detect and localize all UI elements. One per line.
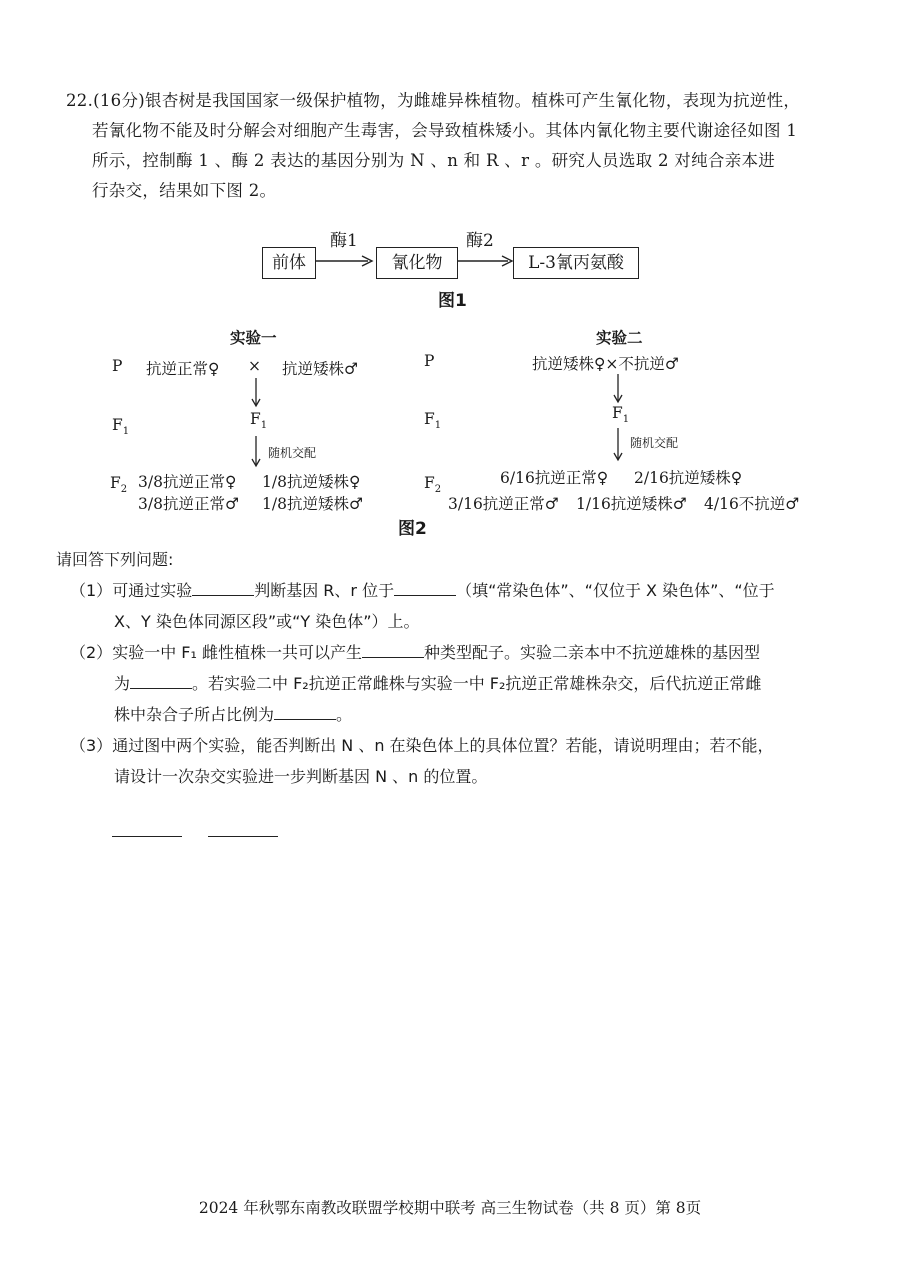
- exp1-f2-r1c1: 3/8抗逆正常♀: [138, 473, 237, 491]
- answer-blank-2[interactable]: [394, 579, 456, 596]
- figure-1-pathway: [262, 226, 642, 316]
- l3-cyanoalanine-box: L-3氰丙氨酸: [513, 247, 639, 279]
- sub-questions: [56, 544, 860, 792]
- enzyme-2-label: 酶2: [466, 231, 494, 251]
- answer-prompt: 请回答下列问题:: [56, 550, 174, 569]
- exp1-f1-label: $F_1$: [112, 416, 130, 438]
- exp2-f2-label: $F_2$: [424, 474, 442, 496]
- exp2-title: 实验二: [596, 329, 643, 347]
- exp2-p-label: P: [424, 352, 435, 370]
- figure-2-caption: 图2: [398, 519, 427, 539]
- exp2-f2-r1c2: 2/16抗逆矮株♀: [634, 469, 743, 487]
- stem-line-2: 若氰化物不能及时分解会对细胞产生毒害，会导致植株矮小。其体内氰化物主要代谢途径如图 1: [92, 121, 798, 140]
- stem-line-3: 所示，控制酶 1 、酶 2 表达的基因分别为 N 、n 和 R 、r 。研究人员选取 2 对纯合亲本进: [92, 151, 776, 170]
- exp1-p-female: 抗逆正常♀: [146, 360, 220, 378]
- stem-line-1: 22.(16分)银杏树是我国国家一级保护植物，为雌雄异株植物。植株可产生氰化物，表现为抗逆性，: [66, 91, 801, 110]
- precursor-box: 前体: [262, 247, 316, 279]
- answer-blank-4[interactable]: [130, 672, 192, 689]
- page-footer: 2024 年秋鄂东南教改联盟学校期中联考 高三生物试卷（共 8 页）第 8页: [198, 1199, 702, 1217]
- cyanide-box: 氰化物: [376, 247, 458, 279]
- question-1: （1）可通过实验 判断基因 R、r 位于 （填“常染色体”、“仅位于 X 染色体”、“位于: [70, 581, 775, 600]
- exp2-f2-r2c3: 4/16不抗逆♂: [704, 495, 800, 513]
- exp2-f2-r2c2: 1/16抗逆矮株♂: [576, 495, 687, 513]
- question-stem: [66, 86, 866, 206]
- question-3-line-2: 请设计一次杂交实验进一步判断基因 N 、n 的位置。: [114, 767, 488, 786]
- exp1-arrow-down-2-icon: [250, 436, 262, 468]
- stem-line-4: 行杂交，结果如下图 2。: [92, 181, 277, 200]
- exp2-f1-center: $F_1$: [612, 404, 630, 426]
- exp2-f2-r2c1: 3/16抗逆正常♂: [448, 495, 559, 513]
- exp2-random-mating: 随机交配: [630, 436, 679, 450]
- exp2-f2-r1c1: 6/16抗逆正常♀: [500, 469, 609, 487]
- answer-blank-1[interactable]: [192, 579, 254, 596]
- exp1-p-male: 抗逆矮株♂: [282, 360, 358, 378]
- exp2-arrow-down-1-icon: [612, 374, 624, 404]
- enzyme-1-label: 酶1: [330, 231, 358, 251]
- question-2-line-2: 为 。若实验二中 F₂抗逆正常雌株与实验一中 F₂抗逆正常雄株杂交，后代抗逆正常雌: [114, 674, 762, 693]
- exp1-f1-center: $F_1$: [250, 410, 268, 432]
- arrow-1-icon: [316, 254, 376, 268]
- answer-lines: [112, 822, 304, 841]
- answer-line-2[interactable]: [208, 836, 278, 837]
- arrow-2-icon: [458, 254, 514, 268]
- answer-line-1[interactable]: [112, 836, 182, 837]
- answer-blank-5[interactable]: [274, 703, 336, 720]
- question-1-line-2: X、Y 染色体同源区段”或“Y 染色体”）上。: [114, 612, 420, 631]
- question-2-line-3: 株中杂合子所占比例为 。: [114, 705, 353, 724]
- exp1-f2-r2c1: 3/8抗逆正常♂: [138, 495, 239, 513]
- exp2-p-cross: 抗逆矮株♀×不抗逆♂: [532, 355, 679, 373]
- exp2-f1-label: $F_1$: [424, 410, 442, 432]
- exp1-f2-label: $F_2$: [110, 474, 128, 496]
- answer-blank-3[interactable]: [362, 641, 424, 658]
- exp1-p-label: P: [112, 357, 123, 375]
- exp2-arrow-down-2-icon: [612, 428, 624, 462]
- question-2: （2）实验一中 F₁ 雌性植株一共可以产生 种类型配子。实验二亲本中不抗逆雄株的基因型: [70, 643, 760, 662]
- question-3: （3）通过图中两个实验，能否判断出 N 、n 在染色体上的具体位置？若能，请说明理由；若不能，: [70, 736, 774, 755]
- figure-1-caption: 图1: [438, 291, 467, 311]
- exp1-f2-r1c2: 1/8抗逆矮株♀: [262, 473, 361, 491]
- exp1-arrow-down-1-icon: [250, 378, 262, 408]
- exp1-f2-r2c2: 1/8抗逆矮株♂: [262, 495, 363, 513]
- exp1-title: 实验一: [230, 329, 277, 347]
- exp1-random-mating: 随机交配: [268, 446, 317, 460]
- exp1-cross-sign: ×: [248, 357, 261, 375]
